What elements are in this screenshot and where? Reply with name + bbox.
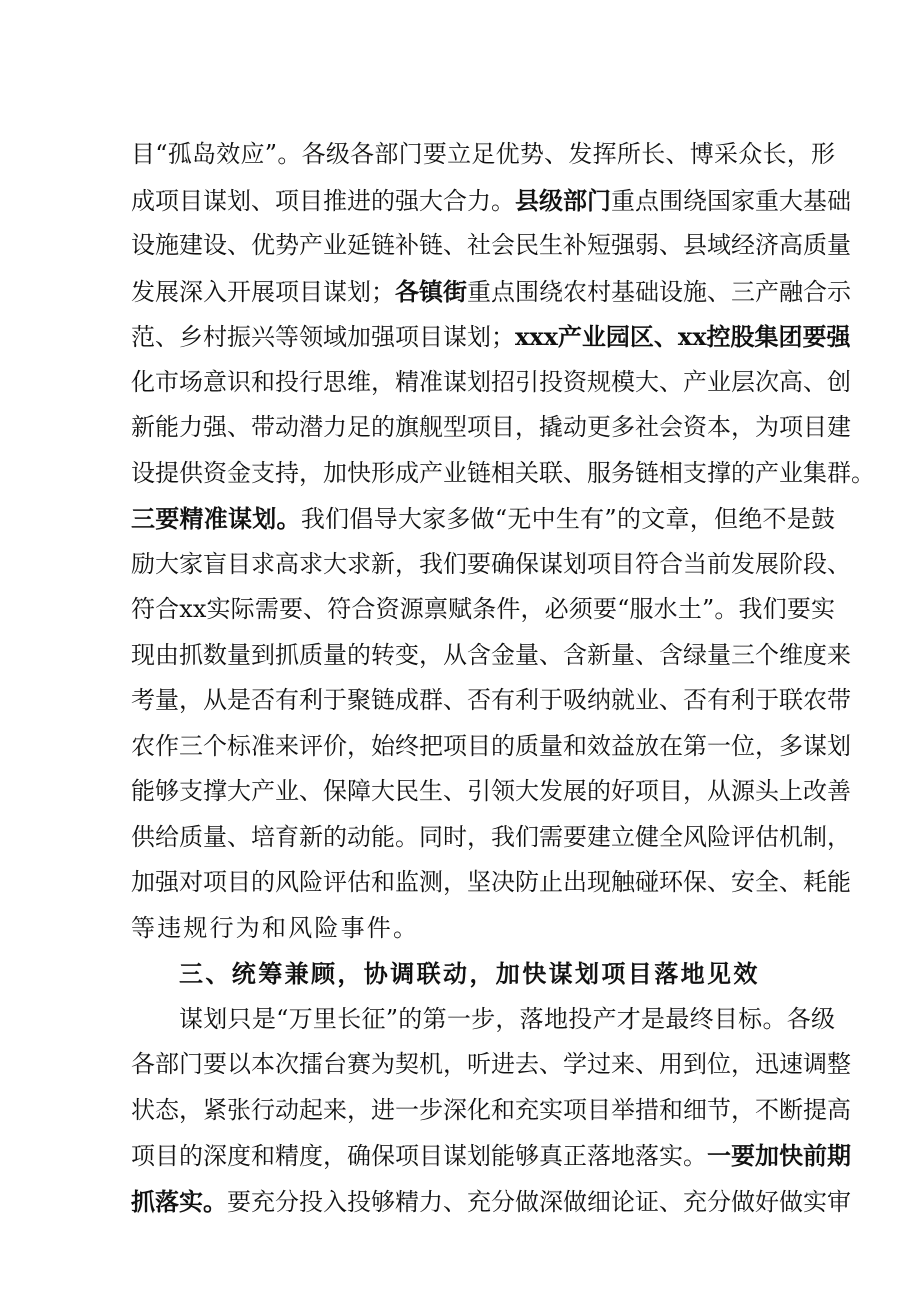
text-run: 考量，从是否有利于聚链成群、否有利于吸纳就业、否有利于联农带 [131, 686, 851, 714]
text-run: 要充分投入投够精力、充分做深做细论证、充分做好做实审 [227, 1187, 851, 1216]
text-run: 供给质量、培育新的动能。同时，我们需要建立健全风险评估机制， [131, 822, 851, 851]
section-heading [131, 951, 835, 997]
text-run: 能够支撑大产业、保障大民生、引领大发展的好项目，从源头上改善 [131, 777, 851, 805]
text-run: 重点围绕农村基础设施、三产融合示 [467, 277, 851, 306]
body-line [131, 1133, 851, 1179]
body-line [131, 178, 851, 224]
text-run: 新能力强、带动潜力足的旗舰型项目，撬动更多社会资本，为项目建 [131, 413, 851, 441]
text-run: 设提供资金支持，加快形成产业链相关联、服务链相支撑的产业集群。 [131, 458, 875, 487]
body-line [131, 587, 835, 633]
text-run: 状态，紧张行动起来，进一步深化和充实项目举措和细节，不断提高 [131, 1095, 851, 1124]
text-run: 现由抓数量到抓质量的转变，从含金量、含新量、含绿量三个维度来 [131, 640, 851, 669]
text-run: 发展深入开展项目谋划； [131, 277, 395, 306]
body-line-last [131, 906, 835, 952]
bold-text-run: 各镇街 [395, 276, 467, 306]
bold-text-run: 抓落实。 [131, 1186, 227, 1216]
body-line [131, 860, 851, 906]
body-line [131, 633, 851, 679]
body-line [131, 815, 851, 861]
body-line [131, 496, 835, 542]
body-line [131, 1042, 851, 1088]
text-run: 成项目谋划、项目推进的强大合力。 [131, 186, 515, 215]
bold-text-run: 县级部门 [515, 185, 611, 215]
body-line [131, 360, 851, 406]
body-line [131, 314, 851, 360]
body-line [131, 405, 851, 451]
text-run: 谋划只是“万里长征”的第一步，落地投产才是最终目标。各级 [179, 1004, 835, 1033]
text-run: 加强对项目的风险评估和监测，坚决防止出现触碰环保、安全、耗能 [131, 868, 851, 896]
bold-text-run: 一要加快前期 [707, 1141, 851, 1170]
text-run: 项目的深度和精度，确保项目谋划能够真正落地落实。 [131, 1142, 707, 1170]
text-run: 等违规行为和风险事件。 [131, 913, 420, 942]
body-line [131, 542, 851, 588]
body-line [131, 451, 875, 497]
body-line [131, 1088, 851, 1134]
section-heading-text: 三、统筹兼顾，协调联动，加快谋划项目落地见效 [179, 959, 760, 988]
body-line-first [131, 997, 835, 1043]
bold-text-run: 三要精准谋划。 [131, 504, 301, 533]
text-run: 农作三个标准来评价，始终把项目的质量和效益放在第一位，多谋划 [131, 731, 851, 760]
text-run: 化市场意识和投行思维，精准谋划招引投资规模大、产业层次高、创 [131, 367, 851, 396]
document-body [131, 132, 875, 1224]
body-line [131, 724, 851, 770]
text-run: 励大家盲目求高求大求新，我们要确保谋划项目符合当前发展阶段、 [131, 549, 851, 578]
text-run: 目“孤岛效应”。各级各部门要立足优势、发挥所长、博采众长，形 [131, 140, 835, 168]
body-line [131, 769, 851, 815]
text-run: 范、乡村振兴等领域加强项目谋划； [131, 323, 515, 351]
text-run: 符合xx实际需要、符合资源禀赋条件，必须要“服水土”。我们要实 [131, 595, 835, 623]
body-line [131, 269, 851, 315]
bold-text-run: xxx产业园区、xx控股集团要强 [515, 322, 851, 351]
body-line [131, 1179, 851, 1225]
text-run: 各部门要以本次擂台赛为契机，听进去、学过来、用到位，迅速调整 [131, 1050, 851, 1078]
body-line [131, 223, 851, 269]
text-run: 我们倡导大家多做“无中生有”的文章，但绝不是鼓 [300, 505, 836, 533]
text-run: 重点围绕国家重大基础 [611, 186, 851, 215]
body-line [131, 678, 851, 724]
body-line [131, 132, 835, 178]
text-run: 设施建设、优势产业延链补链、社会民生补短强弱、县域经济高质量 [131, 231, 851, 259]
